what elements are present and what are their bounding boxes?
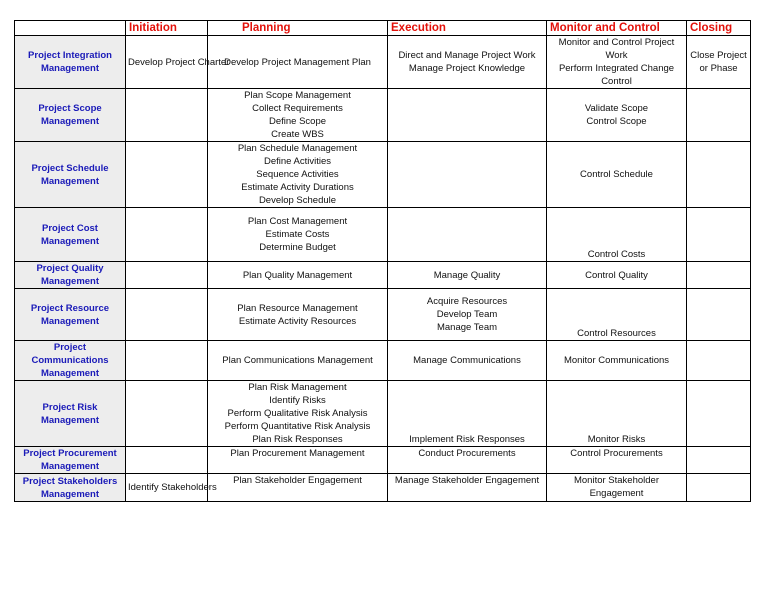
cell-planning bbox=[208, 262, 388, 289]
process-item: Manage Stakeholder Engagement bbox=[394, 475, 540, 486]
cell-execution bbox=[388, 289, 547, 341]
process-item: Validate Scope bbox=[584, 103, 649, 114]
cell-monitor bbox=[547, 89, 687, 142]
process-item: Plan Communications Management bbox=[222, 355, 373, 366]
cell-initiation bbox=[126, 474, 217, 502]
cell-closing bbox=[687, 474, 751, 502]
process-item: Manage Team bbox=[436, 322, 498, 333]
cell-execution bbox=[388, 262, 547, 289]
cell-closing bbox=[687, 262, 751, 289]
cell-closing bbox=[687, 36, 751, 89]
process-item: Monitor and Control Project Work bbox=[558, 37, 675, 61]
header-execution: Execution bbox=[388, 21, 547, 36]
table-row bbox=[15, 381, 751, 447]
process-item: Control Resources bbox=[577, 328, 656, 339]
process-item: Control Schedule bbox=[580, 169, 653, 180]
knowledge-area-label: Project Resource Management bbox=[15, 289, 126, 341]
table-row bbox=[15, 262, 751, 289]
process-item: Develop Team bbox=[436, 309, 498, 320]
cell-initiation bbox=[126, 208, 208, 262]
process-item: Plan Resource Management bbox=[237, 302, 358, 314]
process-item: Plan Cost Management bbox=[247, 216, 348, 227]
process-item: Close Project or Phase bbox=[690, 50, 747, 74]
cell-planning bbox=[208, 208, 388, 262]
table-row bbox=[15, 341, 751, 381]
cell-closing bbox=[687, 89, 751, 142]
cell-monitor bbox=[547, 381, 687, 447]
process-item: Identify Risks bbox=[269, 395, 326, 406]
table-row bbox=[15, 89, 751, 142]
cell-planning bbox=[208, 289, 388, 341]
process-item: Control Quality bbox=[585, 269, 648, 281]
table-row bbox=[15, 474, 751, 502]
process-item: Determine Budget bbox=[259, 242, 336, 253]
knowledge-area-label: Project Quality Management bbox=[15, 262, 126, 289]
header-initiation: Initiation bbox=[126, 21, 208, 36]
header-row bbox=[15, 21, 751, 36]
cell-monitor bbox=[547, 474, 687, 502]
cell-initiation bbox=[126, 142, 208, 208]
cell-initiation bbox=[126, 447, 208, 474]
cell-planning bbox=[208, 381, 388, 447]
process-item: Direct and Manage Project Work bbox=[398, 50, 536, 61]
cell-execution bbox=[388, 208, 547, 262]
cell-planning bbox=[208, 474, 388, 502]
cell-execution bbox=[388, 447, 547, 474]
cell-planning bbox=[208, 36, 388, 89]
process-item: Control Costs bbox=[587, 249, 646, 260]
cell-execution bbox=[388, 36, 547, 89]
cell-closing bbox=[687, 341, 751, 381]
process-item: Estimate Activity Resources bbox=[238, 315, 357, 327]
knowledge-area-label: Project Scope Management bbox=[15, 89, 126, 142]
process-item: Sequence Activities bbox=[256, 169, 339, 180]
cell-closing bbox=[687, 208, 751, 262]
process-item: Conduct Procurements bbox=[418, 448, 516, 459]
table-row bbox=[15, 289, 751, 341]
process-groups-table bbox=[14, 20, 751, 502]
cell-monitor bbox=[547, 447, 687, 474]
process-item: Estimate Activity Durations bbox=[241, 182, 354, 193]
cell-closing bbox=[687, 447, 751, 474]
process-item: Perform Quantitative Risk Analysis bbox=[224, 421, 371, 432]
header-planning: Planning bbox=[208, 21, 388, 36]
process-item: Implement Risk Responses bbox=[409, 434, 525, 445]
knowledge-area-label: Project Cost Management bbox=[15, 208, 126, 262]
process-item: Define Scope bbox=[268, 116, 327, 127]
cell-monitor bbox=[547, 289, 687, 341]
process-item: Perform Qualitative Risk Analysis bbox=[227, 408, 368, 419]
process-item: Acquire Resources bbox=[426, 296, 508, 307]
process-item: Control Scope bbox=[586, 116, 647, 127]
knowledge-area-label: Project Procurement Management bbox=[15, 447, 126, 474]
cell-closing bbox=[687, 289, 751, 341]
knowledge-area-label: Project Integration Management bbox=[15, 36, 126, 89]
cell-execution bbox=[388, 142, 547, 208]
cell-initiation bbox=[126, 262, 208, 289]
process-item: Manage Project Knowledge bbox=[408, 63, 526, 74]
process-item: Plan Risk Management bbox=[248, 382, 347, 393]
process-item: Manage Quality bbox=[433, 269, 501, 281]
process-item: Plan Procurement Management bbox=[230, 448, 365, 459]
process-item: Define Activities bbox=[263, 156, 332, 167]
knowledge-area-label: Project Schedule Management bbox=[15, 142, 126, 208]
process-item: Identify Stakeholders bbox=[128, 482, 217, 493]
cell-planning bbox=[208, 89, 388, 142]
process-item: Monitor Stakeholder Engagement bbox=[573, 475, 660, 499]
cell-initiation bbox=[126, 289, 208, 341]
cell-execution bbox=[388, 474, 547, 502]
process-item: Plan Risk Responses bbox=[252, 434, 343, 445]
process-item: Plan Schedule Management bbox=[237, 143, 358, 154]
process-item: Develop Project Charter bbox=[128, 56, 230, 68]
cell-initiation bbox=[126, 381, 208, 447]
process-item: Estimate Costs bbox=[265, 229, 330, 240]
knowledge-area-label: Project Stakeholders Management bbox=[15, 474, 126, 502]
cell-execution bbox=[388, 341, 547, 381]
cell-monitor bbox=[547, 208, 687, 262]
cell-initiation bbox=[126, 341, 208, 381]
cell-monitor bbox=[547, 36, 687, 89]
header-corner bbox=[15, 21, 126, 36]
header-monitor-control: Monitor and Control bbox=[547, 21, 687, 36]
cell-execution bbox=[388, 381, 547, 447]
cell-monitor bbox=[547, 262, 687, 289]
table-row bbox=[15, 208, 751, 262]
process-item: Plan Stakeholder Engagement bbox=[233, 475, 362, 486]
process-item: Develop Project Management Plan bbox=[224, 56, 371, 68]
process-item: Monitor Communications bbox=[563, 355, 670, 366]
knowledge-area-label: Project Risk Management bbox=[15, 381, 126, 447]
process-item: Plan Quality Management bbox=[242, 269, 353, 281]
cell-execution bbox=[388, 89, 547, 142]
header-closing: Closing bbox=[687, 21, 751, 36]
cell-monitor bbox=[547, 142, 687, 208]
cell-closing bbox=[687, 142, 751, 208]
process-item: Collect Requirements bbox=[252, 103, 343, 114]
table-row bbox=[15, 36, 751, 89]
cell-planning bbox=[208, 447, 388, 474]
table-row bbox=[15, 447, 751, 474]
process-item: Monitor Risks bbox=[587, 434, 646, 445]
process-item: Control Procurements bbox=[570, 448, 663, 459]
cell-planning bbox=[208, 142, 388, 208]
cell-initiation bbox=[126, 89, 208, 142]
process-item: Perform Integrated Change Control bbox=[558, 63, 675, 87]
knowledge-area-label: Project Communications Management bbox=[15, 341, 126, 381]
process-item: Manage Communications bbox=[413, 355, 521, 366]
cell-closing bbox=[687, 381, 751, 447]
process-item: Plan Scope Management bbox=[244, 90, 351, 101]
process-item: Create WBS bbox=[271, 129, 324, 140]
cell-monitor bbox=[547, 341, 687, 381]
process-item: Develop Schedule bbox=[258, 195, 337, 206]
cell-initiation bbox=[126, 36, 230, 89]
table-row bbox=[15, 142, 751, 208]
cell-planning bbox=[208, 341, 388, 381]
